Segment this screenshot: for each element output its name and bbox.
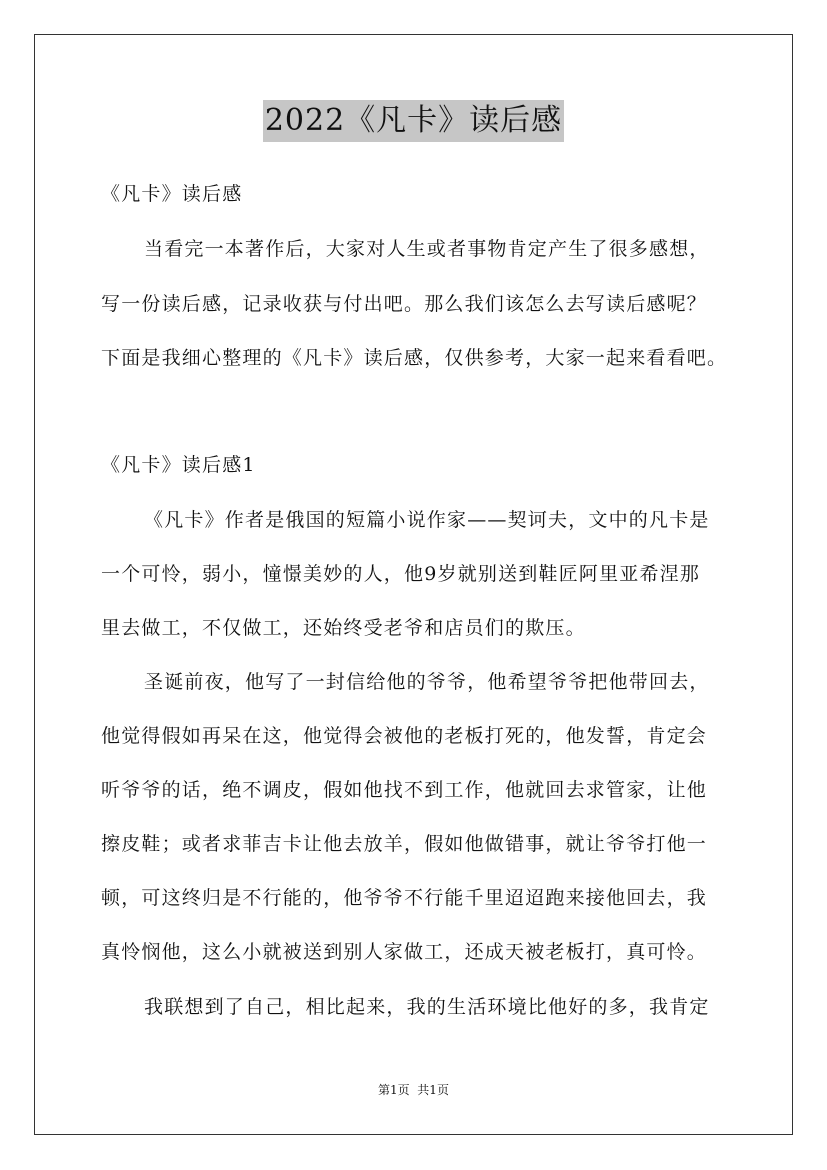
body-line: 一个可怜，弱小，憧憬美妙的人，他9岁就别送到鞋匠阿里亚希涅那 <box>101 563 701 585</box>
body-line: 《凡卡》作者是俄国的短篇小说作家——契诃夫，文中的凡卡是 <box>144 509 710 531</box>
body-line: 真怜悯他，这么小就被送到别人家做工，还成天被老板打，真可怜。 <box>101 941 708 963</box>
body-line: 里去做工，不仅做工，还始终受老爷和店员们的欺压。 <box>101 617 586 639</box>
body-line: 他觉得假如再呆在这，他觉得会被他的老板打死的，他发誓，肯定会 <box>101 725 708 747</box>
intro-line: 下面是我细心整理的《凡卡》读后感，仅供参考，大家一起来看看吧。 <box>101 347 728 369</box>
body-line: 擦皮鞋；或者求菲吉卡让他去放羊，假如他做错事，就让爷爷打他一 <box>101 833 708 855</box>
body-line: 我联想到了自己，相比起来，我的生活环境比他好的多，我肯定 <box>144 996 710 1018</box>
section-heading: 《凡卡》读后感1 <box>101 454 256 476</box>
body-line: 圣诞前夜，他写了一封信给他的爷爷，他希望爷爷把他带回去， <box>144 671 710 693</box>
subtitle: 《凡卡》读后感 <box>101 183 243 205</box>
page-number: 第1页 共1页 <box>378 1083 449 1097</box>
document-title: 2022《凡卡》读后感 <box>263 100 564 142</box>
title-container <box>0 100 827 142</box>
intro-line: 写一份读后感，记录收获与付出吧。那么我们该怎么去写读后感呢？ <box>101 293 708 315</box>
intro-line: 当看完一本著作后，大家对人生或者事物肯定产生了很多感想， <box>144 238 710 260</box>
body-line: 听爷爷的话，绝不调皮，假如他找不到工作，他就回去求管家，让他 <box>101 779 708 801</box>
body-line: 顿，可这终归是不行能的，他爷爷不行能千里迢迢跑来接他回去，我 <box>101 887 708 909</box>
